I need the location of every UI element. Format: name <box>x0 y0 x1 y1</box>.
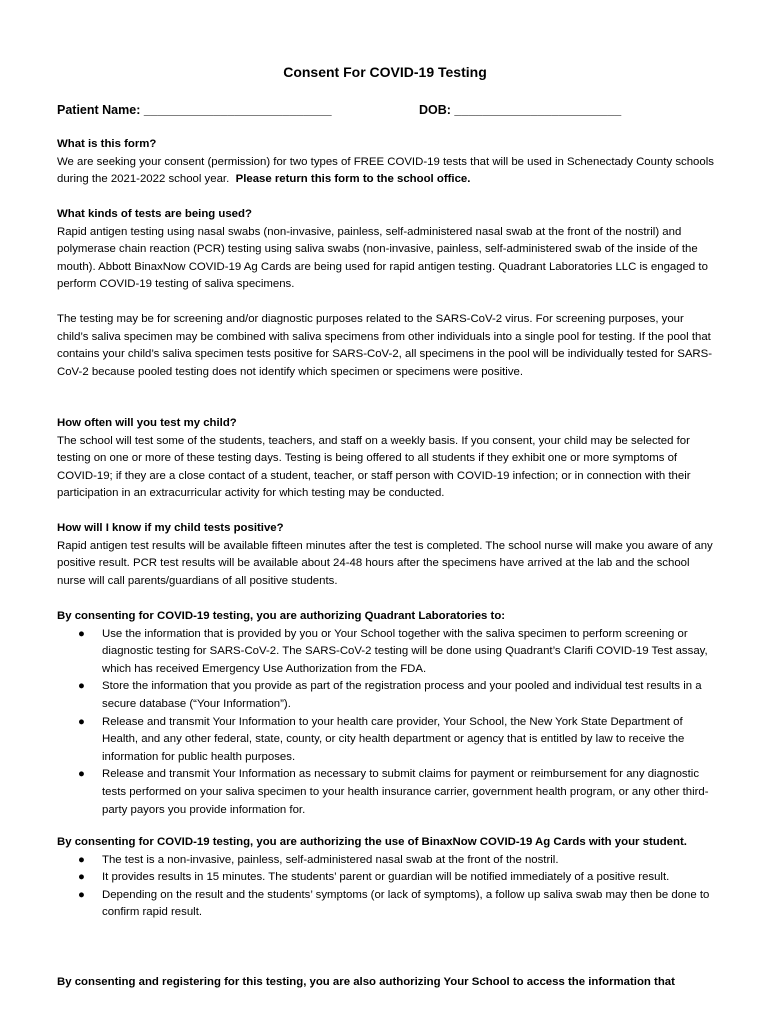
section-heading: How will I know if my child tests positive? <box>57 522 284 534</box>
list-item: ● It provides results in 15 minutes. The students’ parent or guardian will be notified immediately of a positive result. <box>57 869 717 887</box>
section-heading: How often will you test my child? <box>57 417 237 429</box>
section-what-is-form <box>57 136 717 189</box>
return-instruction: Please return this form to the school office. <box>235 173 471 186</box>
section-test-frequency <box>57 415 717 503</box>
section-heading: By consenting and registering for this testing, you are also authorizing Your School to access the information that <box>57 976 675 988</box>
dob-field: DOB: ________________________ <box>419 103 622 117</box>
bullet-icon: ● <box>78 627 85 640</box>
section-binaxnow-authorization <box>57 834 717 922</box>
binaxnow-list <box>57 852 717 922</box>
page-title: Consent For COVID-19 Testing <box>283 64 487 80</box>
section-quadrant-authorization <box>57 608 717 819</box>
section-body: The school will test some of the students, teachers, and staff on a weekly basis. If you consent, your child may be selected for testing on one or more of these testing days. Testing is being offered to all students if they exhibit one or more symptoms of COVID-19; if they are a close contact of a student, teacher, or staff person with COVID-19 infection; or in connection with their participation in an extracurricular activity for which testing may be conducted. <box>57 434 691 500</box>
bullet-icon: ● <box>78 680 85 693</box>
section-body: We are seeking your consent (permission) for two types of FREE COVID-19 tests that will be used in Schenectady County schools during the 2021-2022 school year. Please return this form to the school office. <box>57 155 714 186</box>
list-item: ● Store the information that you provide as part of the registration process and your pooled and individual test results in a secure database (“Your Information”). <box>78 680 702 710</box>
patient-name-field: Patient Name: ___________________________ <box>57 103 332 117</box>
section-heading: What is this form? <box>57 138 157 150</box>
section-body: Rapid antigen testing using nasal swabs (non-invasive, painless, self-administered nasal swab at the front of the nostril) and polymerase chain reaction (PCR) testing using saliva swabs (non-invasive, painless, self-administered swab of the inside of the mouth). Abbott BinaxNow COVID-19 Ag Cards are being used for rapid antigen testing. Quadrant Laboratories LLC is engaged to perform COVID-19 testing of saliva specimens. <box>57 225 708 291</box>
bullet-icon: ● <box>78 853 85 866</box>
section-testing-purpose <box>57 311 717 381</box>
section-heading: By consenting for COVID-19 testing, you are authorizing Quadrant Laboratories to: <box>57 610 506 622</box>
section-heading: What kinds of tests are being used? <box>57 208 252 220</box>
list-item: ● Release and transmit Your Information to your health care provider, Your School, the New York State Department of Health, and any other federal, state, county, or city health department or agency that is entitled by law to receive the information for public health purposes. <box>78 715 685 763</box>
bullet-icon: ● <box>78 715 85 728</box>
bullet-icon: ● <box>78 888 85 901</box>
bullet-icon: ● <box>78 871 85 884</box>
bullet-icon: ● <box>78 768 85 781</box>
section-body: Rapid antigen test results will be available fifteen minutes after the test is completed. The school nurse will make you aware of any positive result. PCR test results will be available about 24-48 hours after the specimens have arrived at the lab and the school nurse will call parents/guardians of all positive students. <box>57 539 713 587</box>
section-test-kinds <box>57 206 717 294</box>
section-body: The testing may be for screening and/or diagnostic purposes related to the SARS-CoV-2 virus. For screening purposes, your child’s saliva specimen may be combined with saliva specimens from other individuals into a single pool for testing. If the pool that contains your child’s saliva specimen tests positive for SARS-CoV-2, all specimens in the pool will be individually tested for SARS-CoV-2 because pooled testing does not identify which specimen or specimens were positive. <box>57 313 713 378</box>
list-item: ● Release and transmit Your Information as necessary to submit claims for payment or reimbursement for any diagnostic tests performed on your saliva specimen to your health insurance carrier, government health program, or any other third-party payors you provide information for. <box>78 768 709 816</box>
authorization-list <box>57 626 717 820</box>
list-item: ● Use the information that is provided by you or Your School together with the saliva specimen to perform screening or diagnostic testing for SARS-CoV-2. The SARS-CoV-2 testing will be done using Quadrant’s Clarifi COVID-19 Test assay, which has received Emergency Use Authorization from the FDA. <box>78 627 708 675</box>
list-item: ● Depending on the result and the students’ symptoms (or lack of symptoms), a follow up saliva swab may then be done to confirm rapid result. <box>78 888 710 919</box>
section-positive-results <box>57 520 717 590</box>
section-school-access <box>57 974 757 992</box>
section-heading: By consenting for COVID-19 testing, you are authorizing the use of BinaxNow COVID-19 Ag Cards with your student. <box>57 836 687 848</box>
list-item: ● The test is a non-invasive, painless, self-administered nasal swab at the front of the nostril. <box>57 852 717 870</box>
